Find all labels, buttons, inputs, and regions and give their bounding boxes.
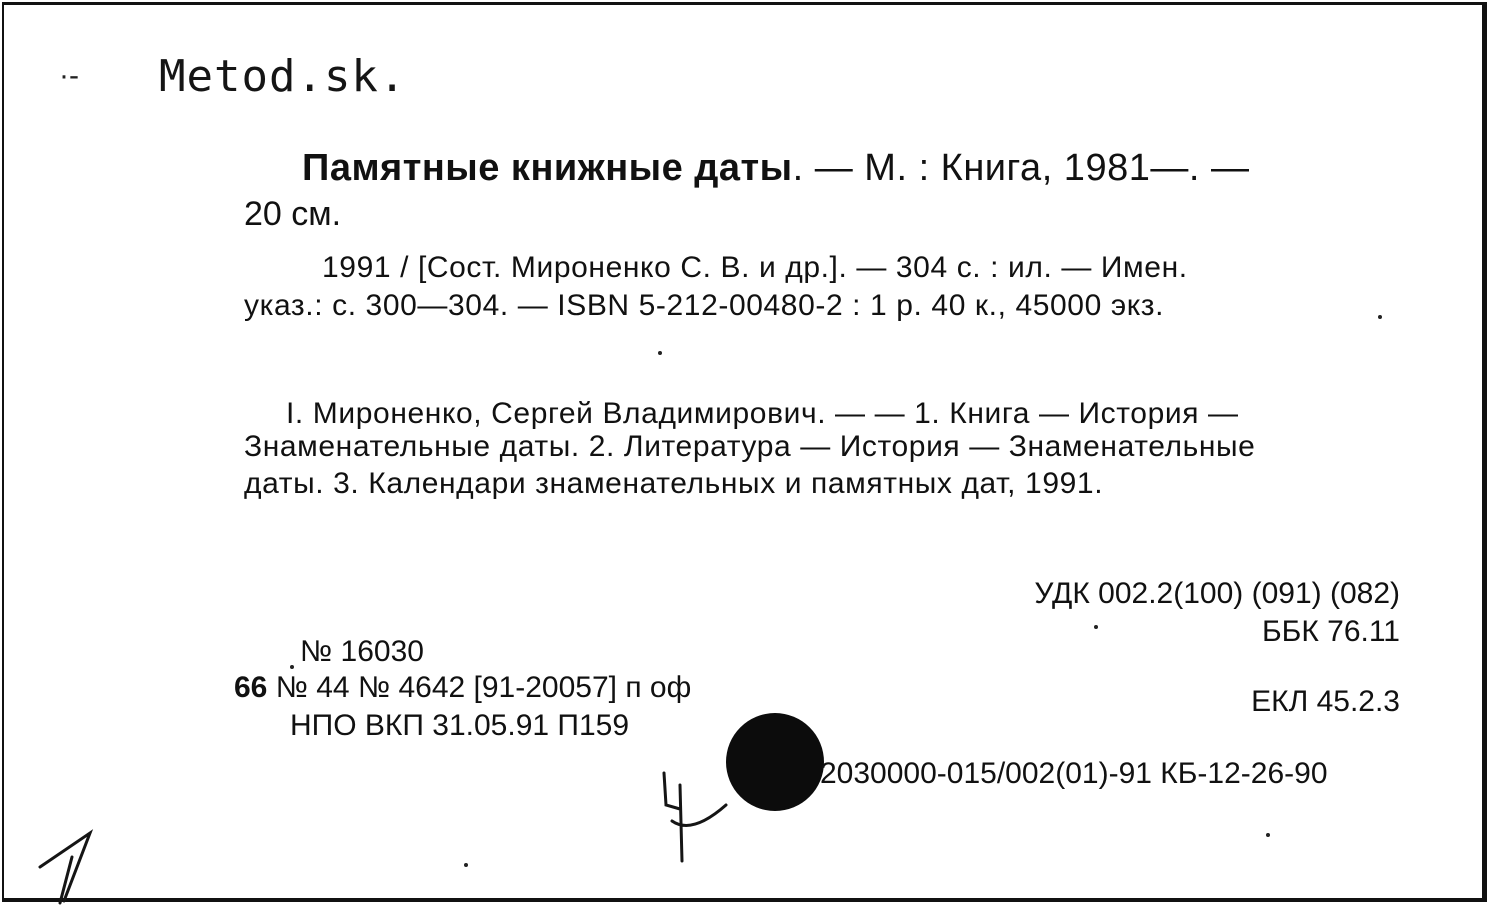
print-line-rest: № 44 № 4642 [91-20057] п оф	[275, 671, 692, 704]
tracing-line-3: даты. 3. Календари знаменательных и памятных дат, 1991.	[244, 467, 1104, 500]
library-stamp: Metod.sk.	[159, 51, 407, 102]
print-line-prefix: 66	[234, 671, 268, 704]
speck	[290, 665, 294, 669]
imprint: . — М. : Книга, 1981—. —	[792, 147, 1250, 189]
volume-line-1: 1991 / [Сост. Мироненко С. В. и др.]. — 304 с. : ил. — Имен.	[322, 251, 1188, 284]
speck	[464, 863, 468, 867]
print-line	[234, 671, 691, 705]
speck	[658, 351, 662, 355]
handwritten-signature	[652, 765, 742, 865]
publisher-line: НПО ВКП 31.05.91 П159	[290, 709, 630, 742]
volume-line-2: указ.: с. 300—304. — ISBN 5-212-00480-2 : 1 р. 40 к., 45000 экз.	[244, 289, 1165, 322]
bbk-index: ББК 76.11	[1261, 615, 1400, 648]
handwritten-corner-number	[34, 827, 104, 907]
udk-index: УДК 002.2(100) (091) (082)	[1034, 577, 1400, 610]
tracing-line-2: Знаменательные даты. 2. Литература — История — Знаменательные	[244, 430, 1256, 463]
book-title: Памятные книжные даты	[302, 147, 793, 189]
stamp-marks: ·-	[59, 59, 79, 92]
record-number: № 16030	[300, 635, 424, 668]
tracing-line-1: I. Мироненко, Сергей Владимирович. — — 1. Книга — История —	[286, 397, 1239, 430]
catalog-card	[2, 2, 1487, 902]
order-code: 2030000-015/002(01)-91 КБ-12-26-90	[820, 757, 1328, 790]
ekl-index: ЕКЛ 45.2.3	[1251, 685, 1400, 718]
title-line	[302, 147, 1249, 190]
speck	[1378, 315, 1382, 319]
speck	[1094, 625, 1098, 629]
size-note: 20 см.	[244, 195, 342, 233]
speck	[1266, 833, 1270, 837]
